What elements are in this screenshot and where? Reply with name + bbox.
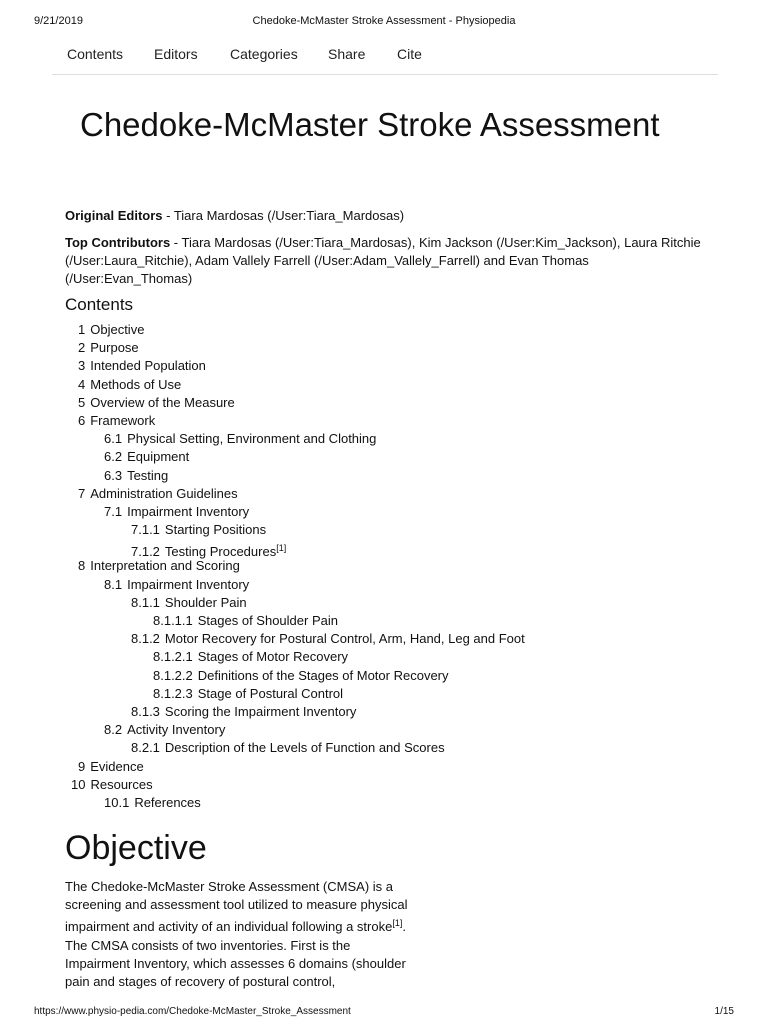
toc-text: Equipment bbox=[127, 449, 190, 465]
toc-link[interactable] bbox=[153, 649, 348, 664]
toc-text: Interpretation and Scoring bbox=[90, 558, 240, 574]
page-title: Chedoke-McMaster Stroke Assessment bbox=[80, 106, 660, 143]
toc-number: 7.1.2 bbox=[131, 544, 160, 560]
nav-contents-link[interactable]: Contents bbox=[67, 46, 124, 62]
toc-item bbox=[0, 612, 768, 630]
toc-link[interactable] bbox=[131, 740, 445, 755]
toc-number: 2 bbox=[78, 340, 86, 356]
toc-text: Impairment Inventory bbox=[127, 576, 250, 592]
toc-number: 4 bbox=[78, 376, 86, 392]
toc-text: Testing Procedures bbox=[164, 544, 277, 560]
toc-link[interactable] bbox=[104, 504, 249, 519]
toc-item bbox=[0, 321, 768, 339]
toc-link[interactable] bbox=[78, 395, 235, 410]
toc-item bbox=[0, 721, 768, 739]
objective-paragraph bbox=[65, 878, 415, 991]
toc-text: References bbox=[134, 794, 201, 810]
toc-number: 7 bbox=[78, 485, 86, 501]
objective-text-end: . The CMSA consists of two inventories. First is the Impairment Inventory, which assesses 6 domains (shoulder pain and stages of recovery of postural control, bbox=[65, 919, 406, 990]
top-contributors-label: Top Contributors bbox=[65, 235, 171, 250]
toc-link[interactable] bbox=[78, 486, 238, 501]
toc-item bbox=[0, 648, 768, 666]
toc-text: Shoulder Pain bbox=[164, 594, 247, 610]
toc-number: 7.1 bbox=[104, 503, 123, 519]
toc-text: Purpose bbox=[90, 340, 139, 356]
toc-link[interactable] bbox=[78, 358, 206, 373]
toc-number: 3 bbox=[78, 358, 86, 374]
print-page-title: Chedoke-McMaster Stroke Assessment - Physiopedia bbox=[252, 15, 516, 27]
toc-link[interactable] bbox=[78, 340, 139, 355]
toc-number: 6.1 bbox=[104, 431, 123, 447]
toc-text: Motor Recovery for Postural Control, Arm, Hand, Leg and Foot bbox=[164, 631, 525, 647]
toc-item bbox=[0, 539, 768, 560]
toc-number: 8.1.2.1 bbox=[153, 649, 193, 665]
toc-number: 10 bbox=[71, 776, 86, 792]
original-editors-label: Original Editors bbox=[65, 208, 163, 223]
top-contributors bbox=[65, 234, 705, 288]
toc-text: Objective bbox=[90, 322, 145, 337]
toc-number: 8.2.1 bbox=[131, 740, 160, 756]
top-contributors-text: - Tiara Mardosas (/User:Tiara_Mardosas), Kim Jackson (/User:Kim_Jackson), Laura Ritchie (/User:Laura_Ritchie), Adam Vallely Farrell (/User:Adam_Vallely_Farrell) and Evan Thomas (/User:Evan_Thomas) bbox=[65, 235, 701, 286]
toc-text: Administration Guidelines bbox=[90, 485, 238, 501]
toc-link[interactable] bbox=[153, 686, 343, 701]
toc-number: 8 bbox=[78, 558, 86, 574]
toc-item bbox=[0, 412, 768, 430]
print-page-number: 1/15 bbox=[714, 1006, 734, 1017]
toc-text: Starting Positions bbox=[164, 522, 267, 538]
toc-link[interactable] bbox=[104, 449, 189, 464]
toc-item bbox=[0, 339, 768, 357]
toc-link[interactable] bbox=[78, 322, 144, 337]
toc-link[interactable] bbox=[104, 577, 249, 592]
original-editors bbox=[65, 207, 705, 225]
toc-number: 5 bbox=[78, 394, 86, 410]
nav-share-link[interactable]: Share bbox=[328, 46, 366, 62]
toc-text: Description of the Levels of Function and Scores bbox=[164, 740, 445, 756]
toc-item bbox=[0, 776, 768, 794]
toc-number: 8.1.2.2 bbox=[153, 667, 193, 683]
toc-text: Stage of Postural Control bbox=[197, 685, 344, 701]
citation-ref[interactable]: [1] bbox=[392, 918, 403, 929]
toc-number: 6.2 bbox=[104, 449, 123, 465]
toc-link[interactable] bbox=[78, 413, 155, 428]
toc-link[interactable] bbox=[78, 558, 240, 573]
toc-link[interactable] bbox=[131, 522, 266, 537]
toc-link[interactable] bbox=[153, 668, 449, 683]
toc-text: Framework bbox=[90, 412, 156, 428]
toc-text: Impairment Inventory bbox=[127, 503, 250, 519]
toc-citation-ref: [1] bbox=[276, 543, 287, 554]
toc-item bbox=[0, 503, 768, 521]
toc-number: 8.1.3 bbox=[131, 703, 160, 719]
nav-editors-link[interactable]: Editors bbox=[154, 46, 198, 62]
nav-categories-link[interactable]: Categories bbox=[230, 46, 298, 62]
toc-number: 8.1 bbox=[104, 576, 123, 592]
toc-text: Resources bbox=[90, 776, 153, 792]
toc-number: 1 bbox=[78, 322, 86, 337]
toc-text: Methods of Use bbox=[90, 376, 182, 392]
toc-number: 10.1 bbox=[104, 794, 130, 810]
toc-heading: Contents bbox=[65, 295, 134, 314]
original-editors-text: - Tiara Mardosas (/User:Tiara_Mardosas) bbox=[162, 208, 405, 223]
toc-link[interactable] bbox=[104, 722, 225, 737]
toc-text: Definitions of the Stages of Motor Recovery bbox=[197, 667, 449, 683]
toc-number: 9 bbox=[78, 758, 86, 774]
toc-text: Stages of Shoulder Pain bbox=[197, 613, 338, 628]
toc-item bbox=[0, 485, 768, 503]
toc-item bbox=[0, 630, 768, 648]
toc-link[interactable] bbox=[104, 468, 168, 483]
toc-text: Scoring the Impairment Inventory bbox=[164, 703, 357, 719]
toc-item bbox=[0, 758, 768, 776]
toc-item bbox=[0, 576, 768, 594]
toc-text: Physical Setting, Environment and Clothing bbox=[127, 431, 377, 447]
toc-link[interactable] bbox=[131, 631, 525, 646]
toc-item bbox=[0, 667, 768, 685]
toc-link[interactable] bbox=[104, 431, 376, 446]
toc-text: Intended Population bbox=[90, 358, 206, 374]
toc-number: 6 bbox=[78, 412, 86, 428]
toc-text: Overview of the Measure bbox=[90, 394, 235, 410]
toc-item bbox=[0, 430, 768, 448]
toc-number: 6.3 bbox=[104, 467, 123, 483]
toc-number: 8.2 bbox=[104, 722, 123, 738]
print-date: 9/21/2019 bbox=[34, 15, 83, 27]
toc-link[interactable] bbox=[131, 595, 247, 610]
toc-number: 8.1.1.1 bbox=[153, 613, 193, 628]
objective-text-start: The Chedoke-McMaster Stroke Assessment (CMSA) is a screening and assessment tool utilized to measure physical impairment and activity of an individual following a stroke bbox=[65, 879, 408, 935]
toc-number: 8.1.2 bbox=[131, 631, 160, 647]
article-nav-bar bbox=[52, 46, 718, 75]
toc-item bbox=[0, 739, 768, 757]
nav-cite-link[interactable]: Cite bbox=[397, 46, 422, 62]
toc-text: Testing bbox=[127, 467, 169, 483]
toc-item bbox=[0, 394, 768, 412]
toc-item bbox=[0, 685, 768, 703]
table-of-contents bbox=[0, 321, 768, 812]
toc-item bbox=[0, 448, 768, 466]
toc-item bbox=[0, 794, 768, 812]
toc-item bbox=[0, 557, 768, 575]
toc-item bbox=[0, 376, 768, 394]
toc-number: 8.1.2.3 bbox=[153, 685, 193, 701]
toc-item bbox=[0, 594, 768, 612]
toc-item bbox=[0, 521, 768, 539]
print-url: https://www.physio-pedia.com/Chedoke-McMaster_Stroke_Assessment bbox=[34, 1006, 351, 1017]
toc-link[interactable] bbox=[131, 704, 356, 719]
toc-text: Evidence bbox=[90, 758, 144, 774]
toc-item bbox=[0, 703, 768, 721]
toc-link[interactable] bbox=[104, 795, 201, 810]
toc-number: 8.1.1 bbox=[131, 594, 160, 610]
toc-text: Stages of Motor Recovery bbox=[197, 649, 349, 665]
toc-link[interactable] bbox=[153, 613, 338, 628]
toc-number: 7.1.1 bbox=[131, 522, 160, 538]
toc-item bbox=[0, 357, 768, 375]
toc-link[interactable] bbox=[78, 759, 144, 774]
toc-link[interactable] bbox=[78, 377, 181, 392]
toc-link[interactable] bbox=[71, 777, 153, 792]
toc-item bbox=[0, 467, 768, 485]
objective-heading: Objective bbox=[65, 829, 207, 867]
toc-text: Activity Inventory bbox=[127, 722, 226, 738]
